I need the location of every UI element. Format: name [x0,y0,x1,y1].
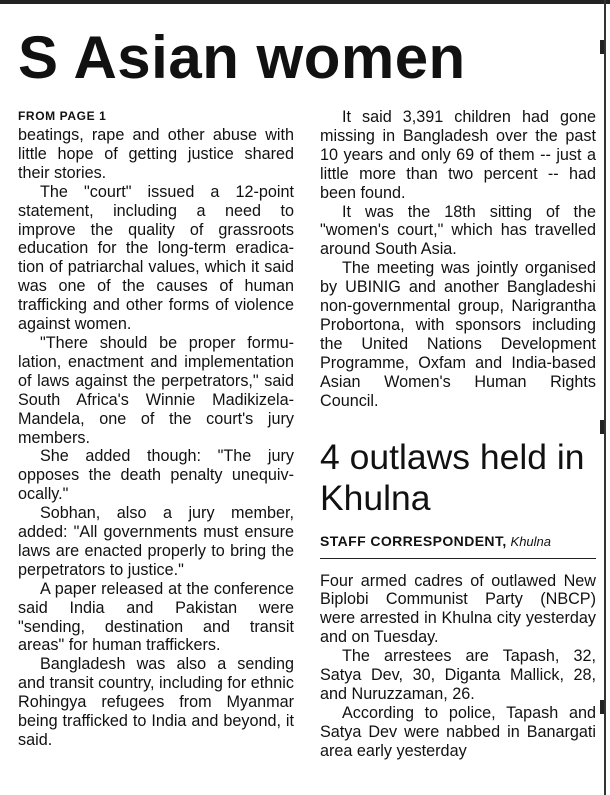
top-border-rule [0,0,610,4]
main-headline: S Asian women [18,24,466,91]
continuation-label: FROM PAGE 1 [18,109,107,123]
main-article-body-right [320,108,596,411]
paragraph: It said 3,391 children had gone missing in Bangladesh over the past 10 years and only 69 of them -- just a little more than two percent -- had been found. [320,108,596,202]
paragraph: The meeting was jointly organised by UBINIG and another Bangladeshi non-governmental group, Narigrantha Probortona, with sponsors including the United Nations Development Programme, Oxfam and India-based Asian Women's Human Rights Council. [320,259,596,410]
paragraph: According to police, Tapash and Satya Dev were nabbed in Banargati area early yesterday [320,703,596,760]
paragraph: Four armed cadres of outlawed New Biplobi Communist Party (NBCP) were arrested in Khulna city yesterday and on Tuesday. [320,571,596,647]
margin-mark [600,700,604,714]
paragraph: A paper released at the conference said India and Pakistan were "sending, destination and transit areas" for human traffickers. [18,579,294,655]
right-margin-rule [604,0,606,795]
main-article-body-left [18,126,294,750]
paragraph: "There should be proper formulation, enactment and implementation of laws against the perpetrators," said South Africa's Winnie Madikizela-Mandela, one of the court's jury members. [18,333,294,447]
paragraph: Bangladesh was also a sending and transit country, including for ethnic Rohingya refugees from Myanmar being trafficked to India and beyond, it said. [18,655,294,749]
margin-mark [600,40,604,54]
byline-rule [320,558,596,559]
left-column [18,108,294,750]
paragraph: beatings, rape and other abuse with little hope of getting justice shared their stories. [18,126,294,182]
byline-location: Khulna [510,533,552,549]
margin-mark [600,420,604,434]
paragraph: The arrestees are Tapash, 32, Satya Dev, 30, Diganta Mallick, 28, and Nuruzzaman, 26. [320,647,596,703]
second-article-headline: 4 outlaws held in Khulna [320,436,585,518]
byline [320,532,596,551]
paragraph: The "court" issued a 12-point statement, including a need to improve the quality of grassroots education for the long-term eradication of patriarchal values, which it said was one of the causes of human trafficking and other forms of violence against women. [18,182,294,334]
paragraph: It was the 18th sitting of the "women's court," which has travelled around South Asia. [320,202,596,259]
paragraph: Sobhan, also a jury member, added: "All governments must ensure laws are enacted properly to bring the perpetrators to justice." [18,504,294,579]
paragraph: She added though: "The jury opposes the death penalty unequivocally." [18,447,294,504]
right-column [320,108,596,761]
byline-author: STAFF CORRESPONDENT, [320,532,507,549]
second-article-body [320,572,596,761]
